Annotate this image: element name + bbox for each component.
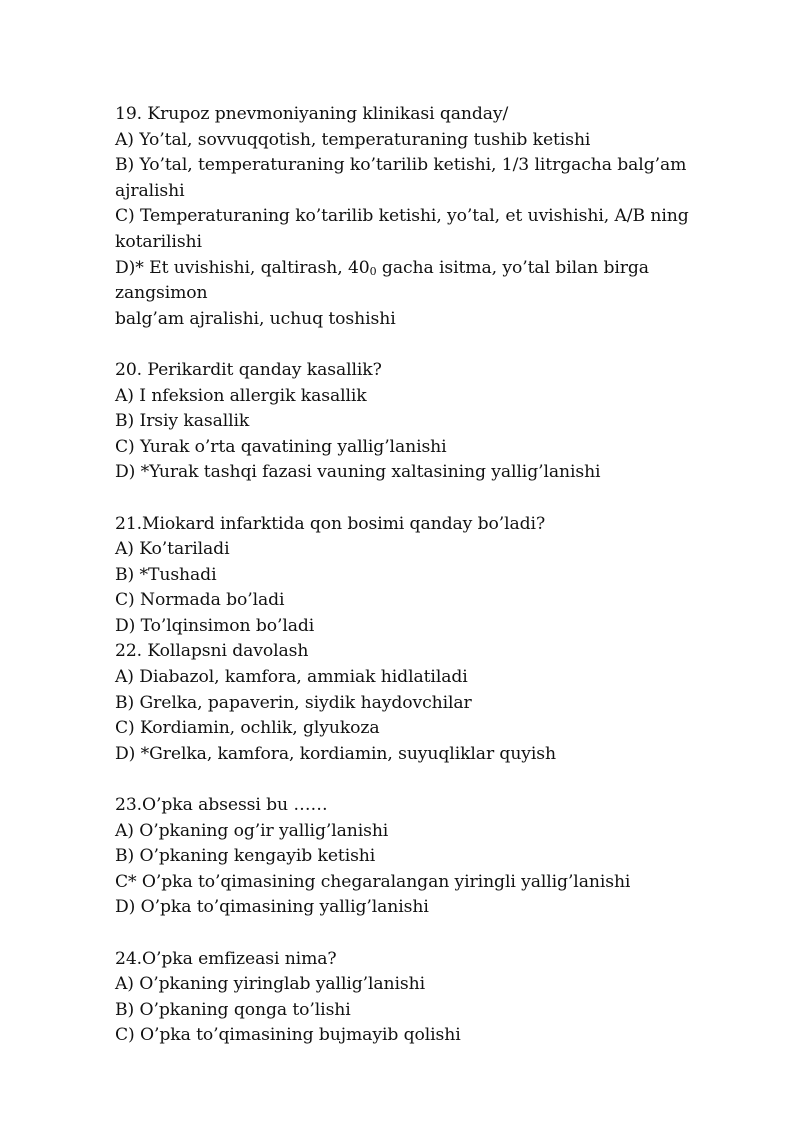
q23-option-b: B) O’pkaning kengayib ketishi (115, 846, 376, 867)
q24-option-a: A) O’pkaning yiringlab yallig’lanishi (115, 974, 426, 995)
q21-option-c: C) Normada bo’ladi (115, 590, 285, 611)
question-22-text: 22. Kollapsni davolash (115, 641, 309, 662)
document-page (115, 102, 755, 1049)
q19-option-a: A) Yo’tal, sovvuqqotish, temperaturaning tushib ketishi (115, 129, 591, 150)
q24-option-b: B) O’pkaning qonga to’lishi (115, 999, 351, 1020)
question-24 (115, 947, 755, 1049)
spacer (115, 332, 755, 358)
q19-option-d-sub: 0 (369, 264, 377, 278)
q22-option-d: D) *Grelka, kamfora, kordiamin, suyuqliklar quyish (115, 743, 556, 764)
q19-option-c-cont: kotarilishi (115, 231, 202, 252)
q24-option-c: C) O’pka to’qimasining bujmayib qolishi (115, 1025, 461, 1046)
question-19 (115, 102, 755, 332)
q22-option-b: B) Grelka, papaverin, siydik haydovchilar (115, 692, 472, 713)
q20-option-a: A) I nfeksion allergik kasallik (115, 385, 367, 406)
question-20 (115, 358, 755, 486)
question-21-text: 21.Miokard infarktida qon bosimi qanday bo’ladi? (115, 513, 546, 534)
spacer (115, 486, 755, 512)
q21-option-b: B) *Tushadi (115, 564, 217, 585)
q23-option-d: D) O’pka to’qimasining yallig’lanishi (115, 897, 429, 918)
question-23-text: 23.O’pka absessi bu …… (115, 795, 328, 816)
question-22 (115, 639, 755, 767)
q19-option-d (115, 256, 755, 282)
q20-option-b: B) Irsiy kasallik (115, 411, 250, 432)
q21-option-d: D) To’lqinsimon bo’ladi (115, 615, 315, 636)
question-19-text: 19. Krupoz pnevmoniyaning klinikasi qanday/ (115, 104, 509, 124)
q19-option-d-pre: D)* Et uvishishi, qaltirash, 40 (115, 257, 370, 278)
question-24-text: 24.O’pka emfizeasi nima? (115, 948, 337, 969)
q19-option-b: B) Yo’tal, temperaturaning ko’tarilib ketishi, 1/3 litrgacha balg’am (115, 155, 687, 176)
q19-option-b-cont: ajralishi (115, 180, 185, 201)
q23-option-a: A) O’pkaning og’ir yallig’lanishi (115, 820, 389, 841)
spacer (115, 921, 755, 947)
q20-option-d: D) *Yurak tashqi fazasi vauning xaltasining yallig’lanishi (115, 462, 601, 483)
question-21 (115, 512, 755, 640)
question-20-text: 20. Perikardit qanday kasallik? (115, 359, 382, 380)
q19-option-d-post: gacha isitma, yo’tal bilan birga (376, 257, 649, 278)
q19-option-d-cont: zangsimon (115, 283, 208, 304)
q22-option-a: A) Diabazol, kamfora, ammiak hidlatiladi (115, 667, 468, 688)
q21-option-a: A) Ko’tariladi (115, 539, 230, 560)
q20-option-c: C) Yurak o’rta qavatining yallig’lanishi (115, 436, 447, 457)
q19-option-c: C) Temperaturaning ko’tarilib ketishi, yo’tal, et uvishishi, A/B ning (115, 206, 689, 227)
spacer (115, 767, 755, 793)
q23-option-c: C* O’pka to’qimasining chegaralangan yiringli yallig’lanishi (115, 871, 631, 892)
question-23 (115, 793, 755, 921)
q22-option-c: C) Kordiamin, ochlik, glyukoza (115, 718, 380, 739)
q19-option-d-cont2: balg’am ajralishi, uchuq toshishi (115, 308, 396, 329)
